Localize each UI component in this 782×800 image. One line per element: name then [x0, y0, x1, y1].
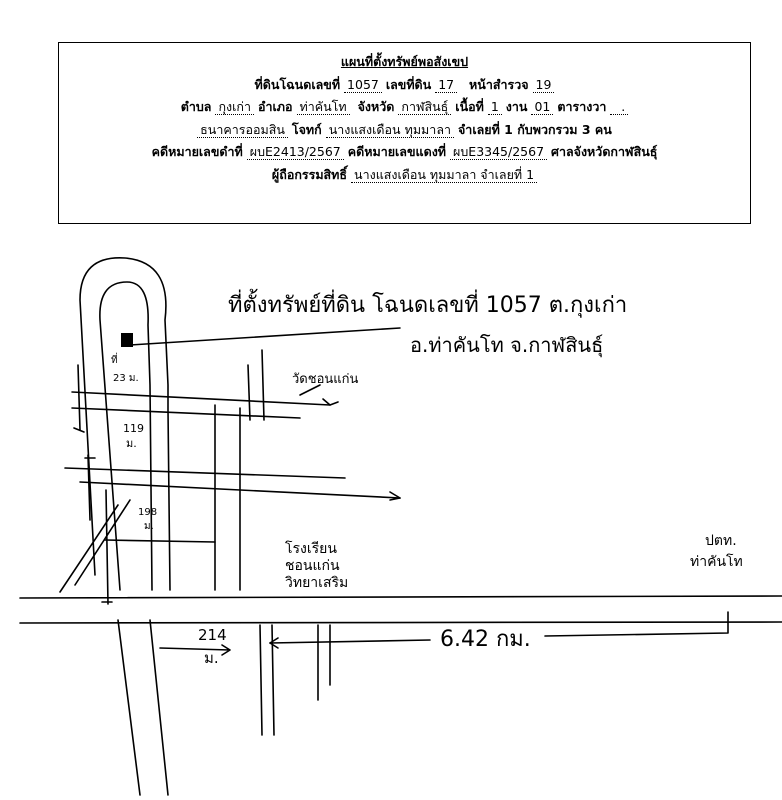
dist-km-label: 6.42 กม.	[440, 627, 531, 652]
school-line1: โรงเรียน	[285, 541, 337, 557]
dim-line-1	[78, 365, 80, 430]
road-diagonal-2	[75, 500, 130, 585]
dist-198-unit: ม.	[144, 521, 154, 532]
street-v2b	[262, 350, 264, 420]
dim-tick-1	[74, 428, 84, 432]
defendant: นางแสงเดือน ทุมมาลา	[326, 122, 454, 138]
district-value: ท่าคันโท	[297, 99, 350, 115]
dist-119-unit: ม.	[126, 437, 137, 450]
school-line3: วิทยาเสริม	[285, 575, 349, 591]
property-marker	[121, 333, 133, 347]
deed-label: ที่ดินโฉนดเลขที่	[254, 76, 341, 92]
intersection-line1: ปตท.	[705, 533, 737, 549]
highway-top	[20, 596, 782, 598]
province-label: จังหวัด	[357, 99, 395, 114]
street-v2a	[248, 365, 250, 420]
dist-214-unit: ม.	[204, 649, 219, 667]
defendant-tail: จำเลยที่ 1 กับพวกรวม 3 คน	[457, 121, 612, 137]
property-note-line1: ที่ตั้งทรัพย์ที่ดิน โฉนดเลขที่ 1057 ต.กุงเก่า	[228, 293, 628, 318]
deed-number: 1057	[344, 77, 382, 93]
land-number-label: เลขที่ดิน	[385, 76, 432, 92]
area-ngan: 01	[531, 99, 553, 115]
survey-page: 19	[533, 77, 555, 93]
dist-119-num: 119	[123, 422, 144, 435]
court-name: ศาลจังหวัดกาฬสินธุ์	[551, 144, 658, 159]
south-road-1	[260, 625, 262, 735]
red-case-number: ผบE3345/2567	[450, 144, 547, 160]
m214-arrow	[160, 645, 230, 655]
area-rai: 1	[488, 99, 502, 115]
marker-label: ที่	[111, 355, 118, 366]
plaintiff-label: โจทก์	[291, 121, 322, 137]
black-case-label: คดีหมายเลขดำที่	[151, 144, 243, 159]
road-south-left	[118, 620, 140, 795]
school-line2: ชอนแก่น	[285, 558, 340, 574]
area-wa-label: ตารางวา	[557, 99, 607, 114]
subdistrict-value: กุงเก่า	[215, 99, 254, 115]
land-number: 17	[435, 77, 457, 93]
temple-label: วัดชอนแก่น	[292, 372, 359, 387]
street-2a	[65, 468, 345, 478]
dist-214-num: 214	[198, 626, 227, 644]
district-label: อำเภอ	[257, 99, 293, 114]
property-pointer	[130, 328, 400, 345]
province-value: กาฬสินธุ์	[398, 99, 451, 115]
survey-page-label: หน้าสำรวจ	[469, 76, 529, 92]
road-diagonal	[60, 505, 118, 592]
arrow-east-2	[390, 492, 400, 500]
highway-bottom	[20, 622, 782, 623]
dist-198-num: 198	[138, 507, 158, 518]
owner-label: ผู้ถือกรรมสิทธิ์	[271, 166, 348, 182]
black-case-number: ผบE2413/2567	[247, 144, 344, 160]
area-label: เนื้อที่	[455, 99, 484, 114]
intersection-line2: ท่าคันโท	[690, 554, 743, 570]
plaintiff: ธนาคารออมสิน	[197, 122, 288, 138]
dist-23-label: 23 ม.	[113, 373, 139, 384]
red-case-label: คดีหมายเลขแดงที่	[347, 144, 447, 159]
subdistrict-label: ตำบล	[180, 99, 212, 114]
map-title: แผนที่ตั้งทรัพย์พอสังเขป	[340, 54, 469, 69]
area-wa-blank: .	[610, 99, 628, 115]
owner-value: นางแสงเดือน ทุมมาลา จำเลยที่ 1	[351, 167, 537, 183]
street-1a	[72, 392, 330, 405]
dim-line-3	[106, 490, 108, 604]
property-note-line2: อ.ท่าคันโท จ.กาฬสินธุ์	[410, 333, 604, 357]
area-ngan-label: งาน	[505, 99, 528, 114]
street-3a	[105, 540, 215, 542]
road-south-right	[150, 620, 168, 795]
